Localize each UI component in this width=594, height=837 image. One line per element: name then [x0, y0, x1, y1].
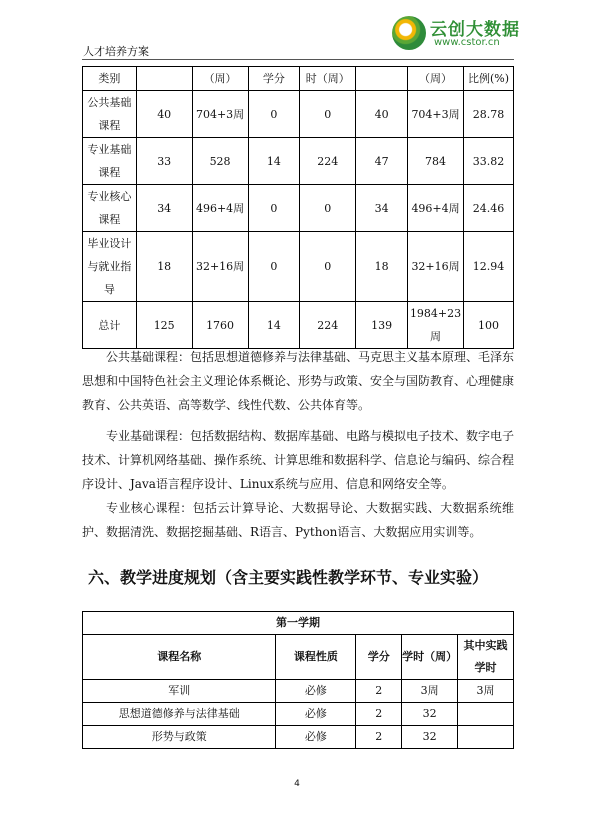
table-cell: 40: [356, 91, 408, 138]
table-cell: 704+3周: [408, 91, 464, 138]
table-cell: 34: [356, 185, 408, 232]
table-row: [83, 138, 514, 185]
semester-plan-table: [82, 611, 514, 749]
table-cell: 12.94: [464, 232, 514, 302]
header-cell: 学分: [356, 635, 402, 680]
table-cell: 必修: [276, 703, 356, 726]
credit-distribution-table: [82, 66, 514, 349]
table-cell: 18: [136, 232, 192, 302]
table-cell: 496+4周: [192, 185, 248, 232]
header-cell: 学分: [248, 67, 300, 91]
table-cell: 139: [356, 302, 408, 349]
table-cell: 必修: [276, 680, 356, 703]
table-cell: 军训: [83, 680, 276, 703]
logo-swirl-icon: [392, 16, 426, 50]
table-header-row: [83, 635, 514, 680]
header-cell: [136, 67, 192, 91]
page-number: 4: [294, 779, 300, 789]
table-cell: 0: [300, 185, 356, 232]
document-title: 人才培养方案: [83, 45, 149, 58]
table-total-row: [83, 302, 514, 349]
header-rule: [82, 59, 514, 60]
table-cell: 14: [248, 302, 300, 349]
table-cell: 224: [300, 302, 356, 349]
table-cell: 0: [248, 232, 300, 302]
header-cell: 学时（周）: [402, 635, 458, 680]
table-row: [83, 185, 514, 232]
professional-basic-paragraph: 专业基础课程：包括数据结构、数据库基础、电路与模拟电子技术、数字电子技术、计算机网络基础、操作系统、计算思维和数据科学、信息论与编码、综合程序设计、Java语言程序设计、Linux系统与应用、信息和网络安全等。: [82, 429, 515, 491]
table-cell: 2: [356, 680, 402, 703]
table-cell: 思想道德修养与法律基础: [83, 703, 276, 726]
section-heading: 六、教学进度规划（含主要实践性教学环节、专业实验）: [88, 568, 489, 587]
table-cell: 0: [248, 91, 300, 138]
header-cell: [356, 67, 408, 91]
table-row: [83, 91, 514, 138]
table-cell: 公共基础课程: [83, 91, 137, 138]
table-cell: 528: [192, 138, 248, 185]
table-cell: 1984+23周: [408, 302, 464, 349]
table-cell: 专业核心课程: [83, 185, 137, 232]
logo-url: www.cstor.cn: [434, 37, 500, 48]
table-cell: 33: [136, 138, 192, 185]
table-cell: 2: [356, 703, 402, 726]
table-cell: 0: [300, 232, 356, 302]
table-cell: 24.46: [464, 185, 514, 232]
header-cell: （周）: [408, 67, 464, 91]
table-cell: 32: [402, 726, 458, 749]
header-cell: 课程名称: [83, 635, 276, 680]
header-cell: （周）: [192, 67, 248, 91]
table-cell: 496+4周: [408, 185, 464, 232]
header-cell: 时（周）: [300, 67, 356, 91]
header-cell: 比例(%): [464, 67, 514, 91]
table-row: [83, 232, 514, 302]
logo-text: 云创大数据: [430, 20, 520, 40]
public-courses-paragraph: 公共基础课程：包括思想道德修养与法律基础、马克思主义基本原理、毛泽东思想和中国特色社会主义理论体系概论、形势与政策、安全与国防教育、心理健康教育、公共英语、高等数学、线性代数、公共体育等。: [82, 350, 515, 412]
table-header-row: [83, 67, 514, 91]
header-cell: 课程性质: [276, 635, 356, 680]
table-cell: 毕业设计与就业指导: [83, 232, 137, 302]
table-cell: 必修: [276, 726, 356, 749]
table-cell: 125: [136, 302, 192, 349]
semester-title: 第一学期: [83, 612, 514, 635]
company-logo: [392, 14, 524, 54]
table-cell: [458, 726, 514, 749]
table-cell: 总计: [83, 302, 137, 349]
table-cell: 1760: [192, 302, 248, 349]
table-cell: 32: [402, 703, 458, 726]
table-cell: 224: [300, 138, 356, 185]
table-row: [83, 680, 514, 703]
table-cell: 33.82: [464, 138, 514, 185]
table-cell: 18: [356, 232, 408, 302]
table-row: [83, 703, 514, 726]
table-row: [83, 726, 514, 749]
table-cell: 0: [248, 185, 300, 232]
table-cell: 704+3周: [192, 91, 248, 138]
table-cell: [458, 703, 514, 726]
table-cell: 0: [300, 91, 356, 138]
semester-row: [83, 612, 514, 635]
table-cell: 32+16周: [192, 232, 248, 302]
table-cell: 40: [136, 91, 192, 138]
professional-core-paragraph: 专业核心课程：包括云计算导论、大数据导论、大数据实践、大数据系统维护、数据清洗、数据挖掘基础、R语言、Python语言、大数据应用实训等。: [82, 501, 514, 539]
table-cell: 100: [464, 302, 514, 349]
header-cell: 类别: [83, 67, 137, 91]
table-cell: 32+16周: [408, 232, 464, 302]
table-cell: 3周: [402, 680, 458, 703]
table-cell: 专业基础课程: [83, 138, 137, 185]
table-cell: 14: [248, 138, 300, 185]
table-cell: 28.78: [464, 91, 514, 138]
table-cell: 47: [356, 138, 408, 185]
table-cell: 34: [136, 185, 192, 232]
table-cell: 784: [408, 138, 464, 185]
table-cell: 2: [356, 726, 402, 749]
header-cell: 其中实践学时: [458, 635, 514, 680]
table-cell: 形势与政策: [83, 726, 276, 749]
table-cell: 3周: [458, 680, 514, 703]
